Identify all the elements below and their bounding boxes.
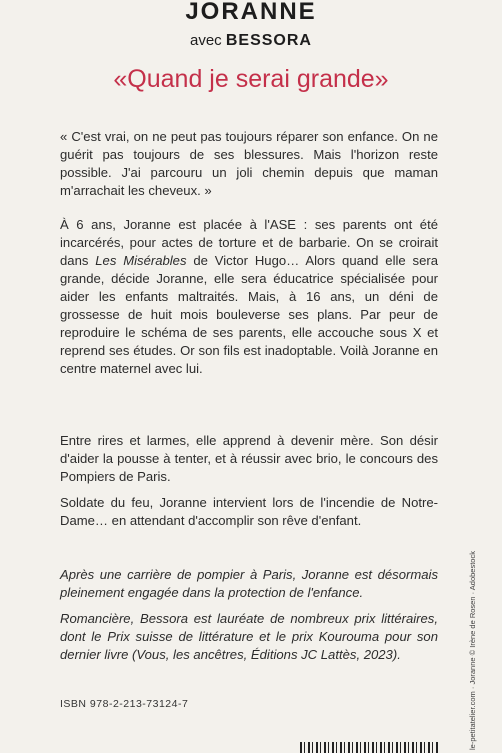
bessora-bio: Romancière, Bessora est lauréate de nombreux prix littéraires, dont le Prix suisse de littérature et le prix Kourouma pour son dernier livre (Vous, les ancêtres, Éditions JC Lattès, 2023). — [60, 611, 438, 662]
summary-paragraph-1 — [60, 216, 438, 378]
coauthor-name: BESSORA — [225, 32, 312, 49]
summary-p1-start: À 6 ans, Joranne est placée à l'ASE : ses parents ont été incarcérés, pour actes de torture et de barbarie. On se croirait dans — [60, 217, 438, 268]
joranne-bio: Après une carrière de pompier à Paris, Joranne est désormais pleinement engagée dans la protection de l'enfance. — [60, 567, 438, 600]
book-reference: Les Misérables — [95, 253, 187, 268]
author-name: JORANNE — [185, 0, 317, 25]
barcode — [300, 742, 440, 753]
book-title: «Quand je serai grande» — [113, 65, 389, 93]
summary-paragraph-2: Entre rires et larmes, elle apprend à devenir mère. Son désir d'aider la pousse à tenter, et à réussir avec brio, le concours des Pompiers de Paris. — [60, 433, 438, 484]
summary-paragraph-3: Soldate du feu, Joranne intervient lors de l'incendie de Notre-Dame… en attendant d'accomplir son rêve d'enfant. — [60, 495, 438, 528]
coauthor-prefix: avec — [190, 32, 222, 49]
summary-p1-end: de Victor Hugo… Alors quand elle sera grande, décide Joranne, elle sera éducatrice spécialisée pour aider les enfants maltraités. Mais, à 16 ans, un déni de grossesse de huit mois bouleverse ses plans. Par peur de reproduire le schéma de ses parents, elle accouche sous X et reprend ses études. Or son fils est inadoptable. Voilà Joranne en centre maternel avec lui. — [60, 253, 438, 376]
quote-paragraph: « C'est vrai, on ne peut pas toujours réparer son enfance. On ne guérit pas toujours de ses blessures. Mais l'horizon reste possible. J'ai parcouru un joli chemin depuis que maman m'arrachait les cheveux. » — [60, 129, 438, 198]
coauthor-line — [0, 32, 502, 50]
isbn-number: ISBN 978-2-213-73124-7 — [60, 698, 189, 710]
photo-credit: le-petitatelier.com · Joranne © Irène de Rosen · Adobestock — [468, 551, 477, 750]
